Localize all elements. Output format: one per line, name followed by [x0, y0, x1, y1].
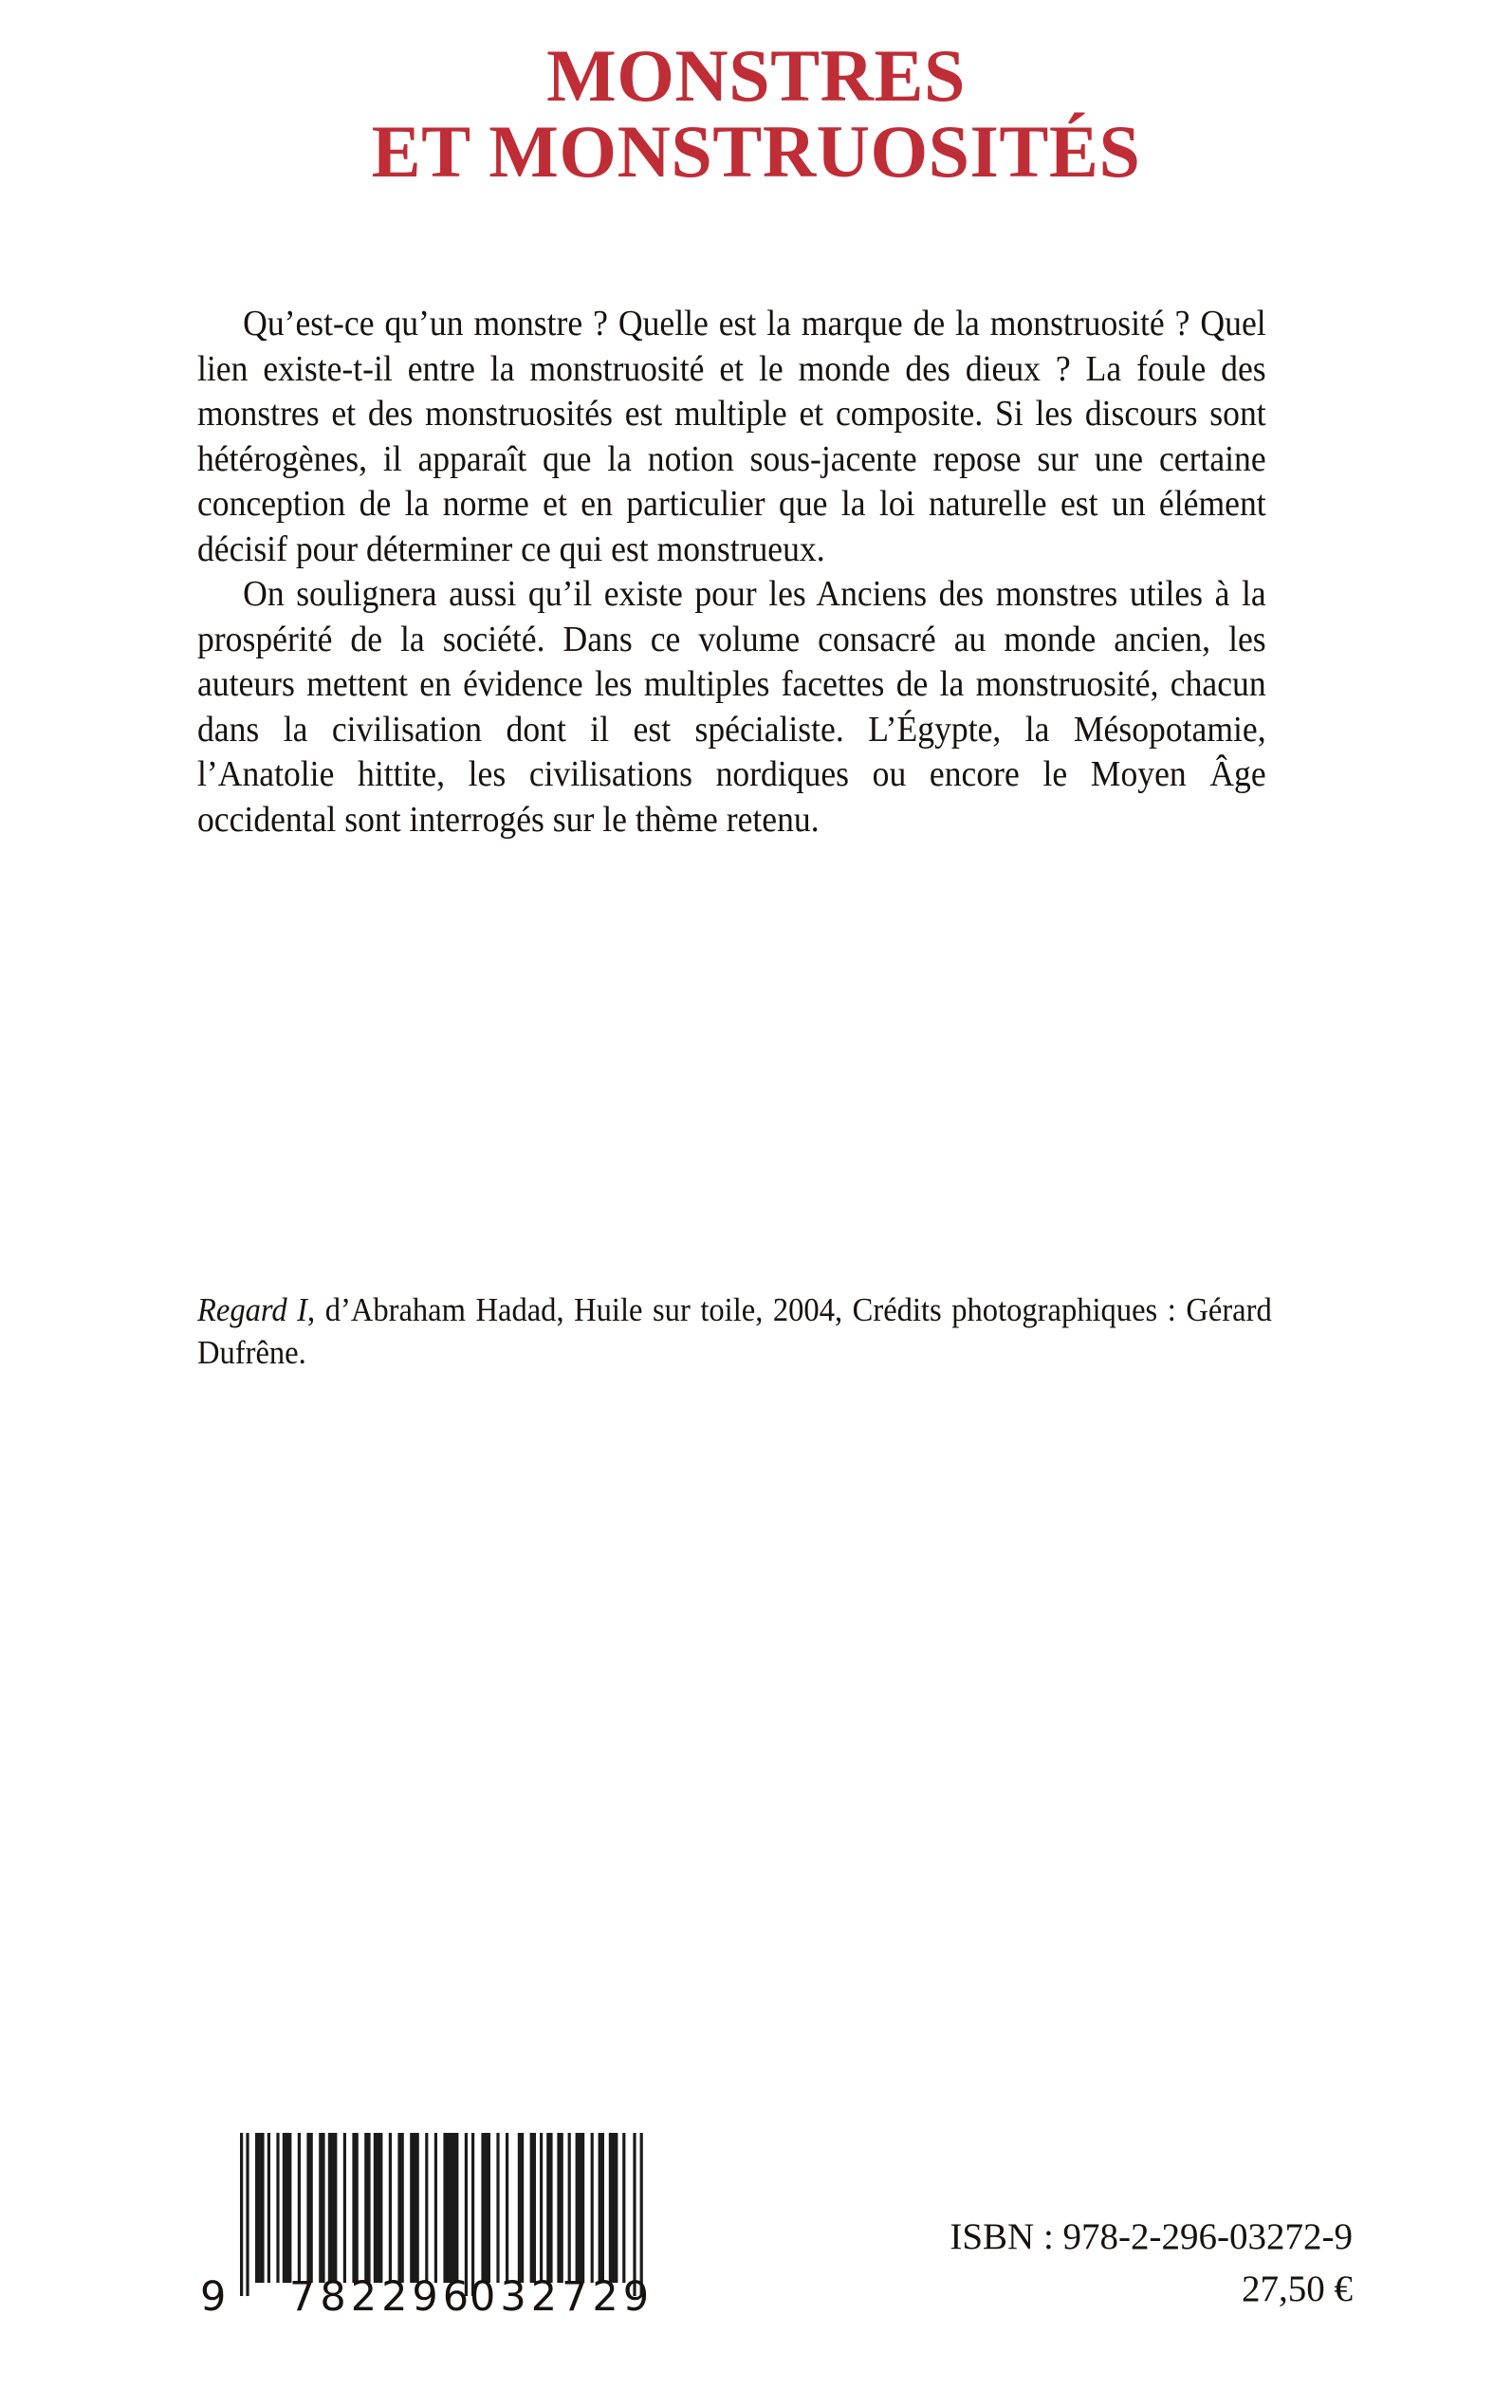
- blurb-paragraph-1: Qu’est-ce qu’un monstre ? Quelle est la marque de la monstruosité ? Quel lien existe-t-il entre la monstruosité et le monde des dieux ? La foule des monstres et des monstruosités est multiple et composite. Si les discours sont hétérogènes, il apparaît que la notion sous-jacente repose sur une certaine conception de la norme et en particulier que la loi naturelle est un élément décisif pour déterminer ce qui est monstrueux.: [197, 304, 1266, 569]
- title-line-2: ET MONSTRUOSITÉS: [371, 109, 1141, 193]
- credit-artwork-details: , d’Abraham Hadad, Huile sur toile, 2004, Crédits photographiques : Gérard Dufrêne.: [197, 1291, 1272, 1371]
- isbn-text: ISBN : 978-2-296-03272-9: [950, 2216, 1353, 2257]
- price-text: 27,50 €: [1242, 2269, 1353, 2309]
- illustration-credit: [197, 1288, 1272, 1374]
- barcode: [194, 2133, 655, 2323]
- isbn-price-block: [950, 2211, 1353, 2315]
- page-title: [0, 34, 1512, 193]
- barcode-left-group: 782296: [289, 2273, 474, 2321]
- barcode-wrap: [194, 2133, 655, 2323]
- title-line-1: MONSTRES: [546, 34, 966, 117]
- blurb-paragraph-2: On soulignera aussi qu’il existe pour les Anciens des monstres utiles à la prospérité de la société. Dans ce volume consacré au monde ancien, les auteurs mettent en évidence les multiples facettes de la monstruosité, chacun dans la civilisation dont il est spécialiste. L’Égypte, la Mésopotamie, l’Anatolie hittite, les civilisations nordiques ou encore le Moyen Âge occidental sont interrogés sur le thème retenu.: [197, 574, 1266, 840]
- credit-line: [197, 1288, 1272, 1374]
- barcode-lead-digit: 9: [200, 2273, 228, 2321]
- credit-artwork-title: Regard I: [197, 1291, 308, 1328]
- barcode-right-group: 032729: [470, 2273, 655, 2321]
- blurb-text: [197, 302, 1266, 843]
